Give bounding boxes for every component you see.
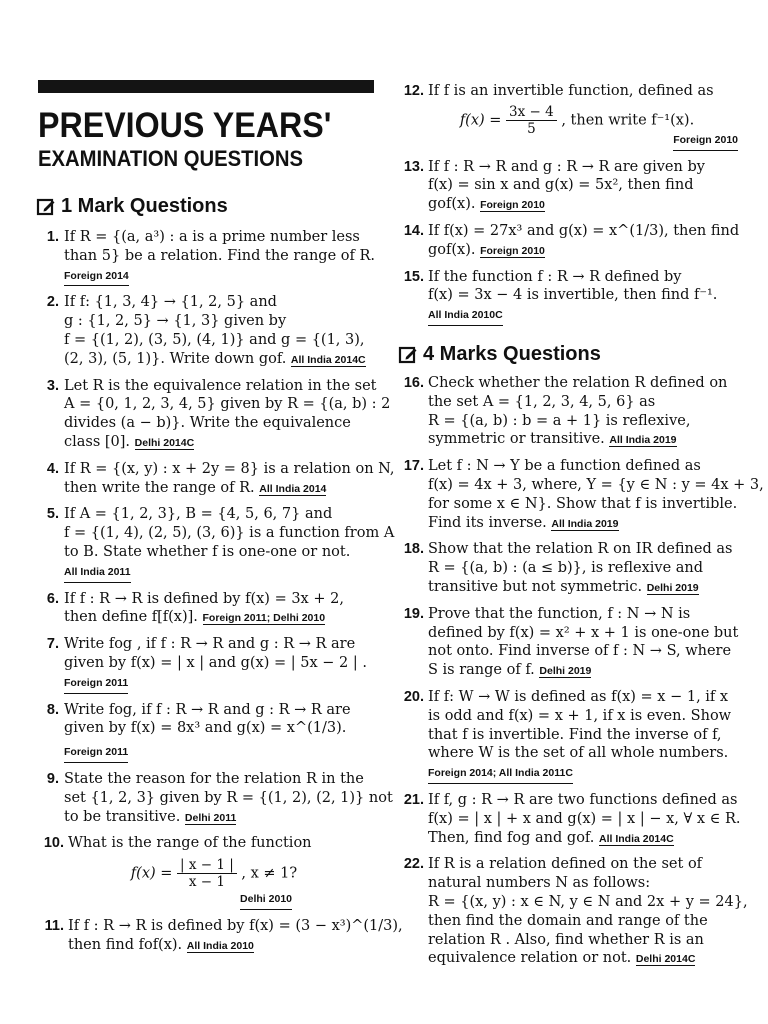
question-number: 14. — [403, 222, 424, 239]
edit-icon — [36, 197, 56, 217]
question-text: f(x) = 4x + 3, where, Y = {y ∈ N : y = 4x + 3, — [428, 476, 764, 493]
question-text: If f: W → W is defined as f(x) = x − 1, if x — [428, 688, 729, 705]
question-text: If f : R → R is defined by f(x) = (3 − x³)^(1/3), — [68, 917, 403, 934]
question-number: 5. — [46, 506, 59, 523]
question-text: natural numbers N as follows: — [428, 875, 651, 892]
question-text: If f : R → R is defined by f(x) = 3x + 2, — [64, 590, 344, 607]
question-5 — [38, 505, 395, 582]
question-text: set {1, 2, 3} given by R = {(1, 2), (2, 1)} not — [64, 789, 393, 806]
question-text: given by f(x) = 8x³ and g(x) = x^(1/3). — [64, 720, 347, 737]
question-text: equivalence relation or not. — [428, 950, 632, 967]
exam-source-tag: All India 2010 — [186, 939, 254, 952]
formula-lhs: f(x) = — [459, 112, 502, 129]
question-text: to B. State whether f is one-one or not. — [64, 543, 351, 560]
question-text: to be transitive. — [64, 808, 181, 825]
question-text: where W is the set of all whole numbers. — [428, 745, 729, 762]
question-text: then define f[f(x)]. — [64, 609, 198, 626]
exam-source-tag: Foreign 2014 — [64, 267, 129, 287]
question-number: 21. — [403, 791, 424, 808]
question-text: If the function f : R → R defined by — [428, 268, 682, 285]
fraction-denominator: x − 1 — [188, 874, 225, 891]
question-number: 12. — [403, 83, 424, 99]
question-text: then write the range of R. — [64, 479, 255, 496]
question-16 — [398, 374, 746, 450]
question-text: divides (a − b)}. Write the equivalence — [64, 415, 351, 432]
fraction-denominator: 5 — [527, 120, 536, 137]
question-15 — [398, 268, 746, 326]
question-text: given by f(x) = | x | and g(x) = | 5x − 2 | . — [64, 654, 367, 671]
question-18 — [398, 540, 746, 597]
question-number: 13. — [403, 158, 424, 175]
question-text: g : {1, 2, 5} → {1, 3} given by — [64, 313, 287, 330]
question-text: for some x ∈ N}. Show that f is invertible. — [428, 495, 738, 512]
question-text: gof(x). — [428, 241, 476, 258]
question-10 — [38, 834, 380, 910]
question-text: If f(x) = 27x³ and g(x) = x^(1/3), then find — [428, 222, 740, 239]
formula-lhs: f(x) = — [130, 865, 173, 882]
question-text: class [0]. — [64, 433, 131, 450]
question-text: f = {(1, 4), (2, 5), (3, 6)} is a function from A — [64, 525, 395, 542]
question-21 — [398, 791, 746, 848]
question-number: 19. — [403, 605, 424, 622]
right-column-bottom — [398, 374, 764, 976]
fraction-numerator: 3x − 4 — [506, 104, 557, 121]
question-17 — [398, 457, 764, 533]
question-text: symmetric or transitive. — [428, 431, 605, 448]
question-number: 2. — [46, 294, 59, 311]
question-number: 10. — [43, 835, 64, 852]
question-number: 1. — [46, 229, 59, 245]
question-text: Write fog , if f : R → R and g : R → R are — [64, 636, 356, 653]
exam-source-tag: Foreign 2011; Delhi 2010 — [202, 612, 326, 625]
question-text: If f: {1, 3, 4} → {1, 2, 5} and — [64, 294, 277, 311]
exam-source-tag: All India 2014C — [290, 353, 366, 366]
page-title: PREVIOUS YEARS' — [38, 106, 332, 145]
exam-source-tag: Foreign 2014; All India 2011C — [428, 764, 573, 784]
section-label: 4 Marks Questions — [423, 343, 601, 365]
question-text: defined by f(x) = x² + x + 1 is one-one but — [428, 624, 739, 641]
exam-source-tag: Foreign 2010 — [673, 131, 738, 151]
question-text: If f, g : R → R are two functions defined as — [428, 791, 738, 808]
question-text: If R = {(a, a³) : a is a prime number less — [64, 229, 360, 245]
question-text: If R = {(x, y) : x + 2y = 8} is a relation on N, — [64, 460, 395, 477]
question-3 — [38, 377, 391, 453]
section-heading-1-mark — [36, 195, 228, 218]
exam-source-tag: Delhi 2019 — [539, 665, 592, 678]
question-number: 22. — [403, 856, 424, 873]
question-19 — [398, 605, 746, 681]
question-20 — [398, 688, 746, 784]
fraction — [177, 857, 237, 890]
question-number: 9. — [46, 770, 59, 787]
question-number: 16. — [403, 375, 424, 391]
question-number: 6. — [46, 590, 59, 607]
question-text: If A = {1, 2, 3}, B = {4, 5, 6, 7} and — [64, 506, 333, 523]
question-text: Prove that the function, f : N → N is — [428, 605, 691, 622]
exam-source-tag: Delhi 2019 — [646, 581, 699, 594]
exam-source-tag: Foreign 2011 — [64, 674, 128, 694]
question-text: gof(x). — [428, 196, 476, 213]
question-text: If R is a relation defined on the set of — [428, 856, 703, 873]
question-number: 4. — [46, 460, 59, 477]
formula — [68, 857, 380, 890]
question-text: Let R is the equivalence relation in the set — [64, 377, 377, 394]
page-subtitle: EXAMINATION QUESTIONS — [38, 146, 304, 171]
exam-source-tag: All India 2019 — [551, 517, 619, 530]
question-2 — [38, 293, 380, 369]
question-text: (2, 3), (5, 1)}. Write down gof. — [64, 350, 287, 367]
formula-rhs: , then write f⁻¹(x). — [561, 112, 695, 129]
question-text: than 5} be a relation. Find the range of R. — [64, 247, 375, 264]
question-7 — [38, 635, 380, 693]
exam-source-tag: Foreign 2010 — [480, 199, 545, 212]
question-text: R = {(x, y) : x ∈ N, y ∈ N and 2x + y = 24}, — [428, 893, 748, 910]
exam-source-tag: Foreign 2011 — [64, 743, 128, 763]
question-text: f(x) = | x | + x and g(x) = | x | − x, ∀ x ∈ R. — [428, 810, 741, 827]
question-number: 7. — [46, 636, 59, 653]
question-number: 18. — [403, 541, 424, 558]
question-22 — [398, 855, 746, 969]
question-text: Write fog, if f : R → R and g : R → R are — [64, 701, 351, 718]
question-number: 15. — [403, 268, 424, 285]
exam-source-tag: Delhi 2010 — [240, 890, 292, 910]
question-8 — [38, 701, 380, 763]
exam-source-tag: Delhi 2011 — [184, 811, 237, 824]
question-text: the set A = {1, 2, 3, 4, 5, 6} as — [428, 393, 656, 410]
question-text: Then, find fog and gof. — [428, 829, 595, 846]
exam-source-tag: Delhi 2014C — [635, 953, 696, 966]
question-text: Check whether the relation R defined on — [428, 375, 728, 391]
question-11 — [38, 917, 403, 956]
question-text: is odd and f(x) = x + 1, if x is even. Show — [428, 707, 732, 724]
exam-source-tag: All India 2011 — [64, 563, 131, 583]
question-text: transitive but not symmetric. — [428, 578, 643, 595]
header-rule — [38, 80, 374, 93]
question-text: A = {0, 1, 2, 3, 4, 5} given by R = {(a, b) : 2 — [64, 396, 391, 413]
question-text: S is range of f. — [428, 662, 535, 679]
question-text: If f is an invertible function, defined as — [428, 83, 714, 99]
question-9 — [38, 770, 393, 827]
question-13 — [398, 158, 746, 215]
exam-source-tag: All India 2014C — [599, 832, 674, 845]
question-text: If f : R → R and g : R → R are given by — [428, 158, 705, 175]
exam-source-tag: All India 2019 — [609, 434, 677, 447]
question-text: State the reason for the relation R in the — [64, 770, 364, 787]
question-text: Find its inverse. — [428, 514, 547, 531]
question-text: f = {(1, 2), (3, 5), (4, 1)} and g = {(1, 3), — [64, 331, 365, 348]
question-14 — [398, 222, 746, 261]
question-number: 20. — [403, 688, 424, 705]
question-text: Let f : N → Y be a function defined as — [428, 458, 701, 475]
question-number: 17. — [403, 458, 424, 475]
question-text: R = {(a, b) : (a ≤ b)}, is reflexive and — [428, 560, 704, 577]
exam-source-tag: Foreign 2010 — [480, 244, 545, 257]
exam-source-tag: All India 2010C — [428, 306, 503, 326]
edit-icon — [398, 345, 418, 365]
question-text: What is the range of the function — [68, 835, 312, 852]
fraction-numerator: | x − 1 | — [177, 857, 237, 874]
exam-source-tag: All India 2014 — [259, 482, 327, 495]
question-text: not onto. Find inverse of f : N → S, where — [428, 643, 732, 660]
question-12 — [398, 82, 746, 151]
question-text: f(x) = 3x − 4 is invertible, then find f⁻¹. — [428, 287, 718, 304]
question-6 — [38, 590, 380, 629]
section-label: 1 Mark Questions — [61, 195, 228, 217]
right-column-top — [398, 82, 746, 333]
question-number: 8. — [46, 701, 59, 718]
question-number: 11. — [44, 917, 64, 934]
question-text: f(x) = sin x and g(x) = 5x², then find — [428, 177, 694, 194]
question-text: that f is invertible. Find the inverse of f, — [428, 726, 722, 743]
left-column — [38, 228, 403, 963]
question-4 — [38, 460, 395, 499]
question-text: relation R . Also, find whether R is an — [428, 931, 704, 948]
question-1 — [38, 228, 380, 286]
question-text: then find fof(x). — [68, 936, 183, 953]
formula-rhs: , x ≠ 1? — [241, 865, 298, 882]
exam-source-tag: Delhi 2014C — [134, 436, 195, 449]
question-number: 3. — [46, 377, 59, 394]
section-heading-4-marks — [398, 343, 601, 366]
question-text: then find the domain and range of the — [428, 912, 708, 929]
fraction — [506, 104, 557, 137]
question-text: Show that the relation R on IR defined as — [428, 541, 733, 558]
question-text: R = {(a, b) : b = a + 1} is reflexive, — [428, 412, 691, 429]
